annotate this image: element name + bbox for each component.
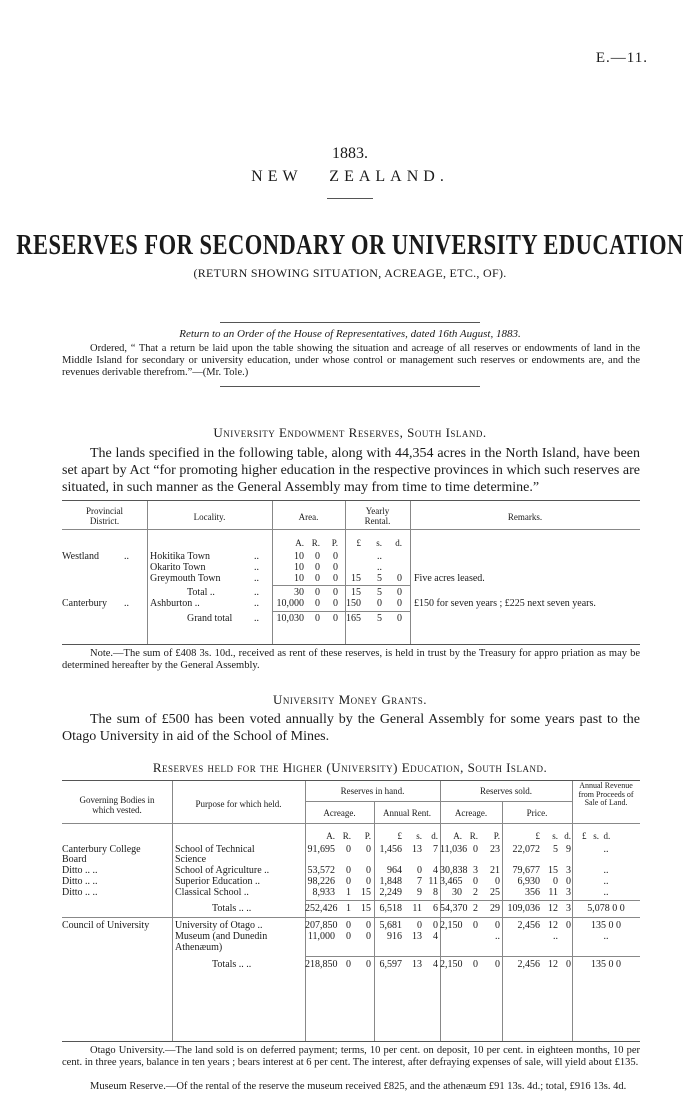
cell-l: 150: [346, 598, 361, 609]
year: 1883.: [332, 145, 368, 162]
cell-remarks: £150 for seven years ; £225 next seven years.: [414, 598, 596, 609]
cell-dots2: ..: [254, 613, 259, 624]
cell-pd: 0: [566, 959, 571, 970]
cell-rl: 964: [387, 865, 402, 876]
cell-a: 218,850: [305, 959, 338, 970]
cell-purpose: Superior Education ..: [175, 876, 260, 887]
cell-rd: 4: [433, 865, 438, 876]
cell-pd: 0: [566, 920, 571, 931]
cell-r: 0: [346, 920, 351, 931]
cell-p: 0: [366, 876, 371, 887]
cell-purpose: University of Otago ..: [175, 920, 263, 931]
cell-body: Canterbury College: [62, 844, 141, 855]
cell-r: 0: [346, 876, 351, 887]
cell-ann: 5,078 0 0: [587, 903, 625, 914]
cell-sr: 0: [473, 920, 478, 931]
cell-a: 10: [294, 562, 304, 573]
header-reserves-in-hand: Reserves in hand.: [340, 786, 405, 796]
cell-l: 15: [351, 587, 361, 598]
header-acreage-sold: Acreage.: [454, 808, 488, 818]
cell-pl: 79,677: [512, 865, 540, 876]
header-acreage: Acreage.: [323, 808, 356, 818]
cell-body: Ditto .. ..: [62, 887, 98, 898]
cell-sr: 0: [473, 959, 478, 970]
footnote-museum: Museum Reserve.—Of the rental of the reserve the museum received £825, and the athenæum £91 13s. 4d.; total, £916 13s. 4d.: [90, 1081, 627, 1092]
endowment-note: Note.—The sum of £408 3s. 10d., received as rent of these reserves, is held in trust by the Treasury for appro priation as may be determined hereafter by the General Assembly.: [62, 648, 640, 671]
cell-a: 98,226: [307, 876, 335, 887]
cell-r: 0: [315, 598, 320, 609]
cell-sa: 30: [452, 887, 462, 898]
cell-body: Council of University: [62, 920, 150, 931]
cell-dots1: ..: [124, 598, 129, 609]
document-subtitle: (RETURN SHOWING SITUATION, ACREAGE, ETC., OF).: [193, 266, 507, 280]
cell-p: 0: [366, 931, 371, 942]
cell-p: 0: [333, 587, 338, 598]
cell-p: 0: [366, 920, 371, 931]
cell-r: 0: [315, 587, 320, 598]
cell-rs: 13: [412, 931, 422, 942]
cell-s: 5: [377, 613, 382, 624]
cell-ps: 12: [548, 920, 558, 931]
header-annual-rent: Annual Rent.: [383, 808, 431, 818]
cell-r: 0: [315, 551, 320, 562]
return-line: Return to an Order of the House of Representatives, dated 16th August, 1883.: [179, 328, 521, 340]
header-locality: Locality.: [193, 512, 226, 522]
cell-dots2: ..: [254, 562, 259, 573]
cell-a: 207,850: [305, 920, 338, 931]
cell-sa: 2,150: [440, 959, 463, 970]
cell-rs: 11: [412, 903, 422, 914]
cell-s: 5: [377, 573, 382, 584]
cell-rd: 4: [433, 931, 438, 942]
cell-rs: 0: [417, 865, 422, 876]
cell-dots2: ..: [254, 573, 259, 584]
cell-r: 0: [315, 573, 320, 584]
cell-p: 0: [333, 562, 338, 573]
cell-rl: 6,518: [379, 903, 402, 914]
cell-locality: Total ..: [187, 587, 215, 598]
cell-d: 0: [397, 598, 402, 609]
header-area: Area.: [298, 512, 319, 522]
cell-rl: 6,597: [379, 959, 402, 970]
cell-p: 0: [333, 551, 338, 562]
cell-d: 0: [397, 573, 402, 584]
cell-s: 0: [377, 598, 382, 609]
cell-rd: 0: [433, 920, 438, 931]
cell-r: 0: [315, 613, 320, 624]
cell-p: 0: [366, 959, 371, 970]
cell-rl: 5,681: [379, 920, 402, 931]
cell-r: 0: [346, 931, 351, 942]
cell-locality: Grand total: [187, 613, 233, 624]
short-rule: [327, 198, 373, 199]
cell-rl: 916: [387, 931, 402, 942]
cell-ann: ..: [603, 876, 609, 887]
cell-pd: 3: [566, 887, 571, 898]
header-price: Price.: [526, 808, 548, 818]
cell-ps: 0: [553, 876, 558, 887]
cell-p: 0: [333, 598, 338, 609]
cell-purpose: School of Agriculture ..: [175, 865, 270, 876]
cell-a: 11,000: [307, 931, 335, 942]
header-remarks: Remarks.: [507, 512, 543, 522]
cell-sp: ..: [495, 931, 500, 942]
cell-a: 8,933: [312, 887, 335, 898]
cell-rs: 9: [417, 887, 422, 898]
cell-p: 15: [361, 903, 371, 914]
cell-pl: 22,072: [512, 844, 540, 855]
cell-remarks: Five acres leased.: [414, 573, 485, 584]
endowment-table: Provincial District. Locality. Area. Yearly Rental. Remarks. A. R. P. £ s. d. Westland .. Hokitika Town .. 10 0 0 .. Okarito Town .. 10 0 0 .. Greymouth Town .. 10 0 0 15 5 0 Five acres leased. Total .. .. 30 0 0 15 5 0 Canterbury .. Ashburton .. .. 10,000 0 0 150 0 0 £150 for seven years ; £225 next seven years. Grand total .. 10,030 0 0 165 5 0: [62, 500, 640, 645]
cell-a: 30: [294, 587, 304, 598]
cell-r: 1: [346, 903, 351, 914]
cell-rd: 4: [433, 959, 438, 970]
cell-sa: 2,150: [440, 920, 463, 931]
cell-dots1: ..: [124, 551, 129, 562]
cell-ps: 5: [553, 844, 558, 855]
cell-sp: 23: [490, 844, 500, 855]
cell-sp: 0: [495, 876, 500, 887]
ordered-paragraph: Ordered, “ That a return be laid upon the table showing the situation and acreage of all reserves or endowments of land in the Middle Island for secondary or university education, under whose control or management such reserves or endowments are, and the revenues derivable therefrom.”—(Mr. Tole.): [62, 343, 640, 378]
cell-pl: 6,930: [517, 876, 540, 887]
endowment-intro: The lands specified in the following table, along with 44,354 acres in the North Island, have been set apart by Act “for promoting higher education in the respective provinces in which such reserves are situated, in such manner as the General Assembly may from time to time determine.”: [62, 446, 640, 495]
cell-body: Ditto .. ..: [62, 865, 98, 876]
cell-dots2: ..: [254, 598, 259, 609]
cell-pl: 2,456: [517, 920, 540, 931]
footnote-otago: Otago University.—The land sold is on deferred payment; terms, 10 per cent. on deposit, 10 per cent. in eighteen months, 10 per cent. in three years, balance in ten years ; bears interest at 6 per cent. The interest, after defraying expenses of sale, will yield about £135.: [62, 1045, 640, 1068]
cell-a: 252,426: [305, 903, 338, 914]
cell-body: Board: [62, 854, 87, 865]
cell-locality: Hokitika Town: [150, 551, 210, 562]
cell-a: 91,695: [307, 844, 335, 855]
cell-dots2: ..: [254, 587, 259, 598]
cell-p: 0: [366, 865, 371, 876]
header-governing-bodies: Governing Bodies in which vested.: [79, 795, 155, 815]
document-title: RESERVES FOR SECONDARY OR UNIVERSITY EDUCATION: [16, 228, 684, 260]
cell-sr: 3: [473, 865, 478, 876]
cell-a: 10,000: [276, 598, 304, 609]
cell-sr: 0: [473, 844, 478, 855]
cell-sp: 21: [490, 865, 500, 876]
cell-rs: 13: [412, 959, 422, 970]
divider-rule: [220, 386, 480, 387]
header-yearly-rental: Yearly Rental.: [364, 506, 391, 526]
country: NEW ZEALAND.: [251, 168, 449, 185]
cell-pl: 2,456: [517, 959, 540, 970]
cell-d: 0: [397, 613, 402, 624]
section-heading-grants: University Money Grants.: [272, 692, 428, 707]
cell-sr: 2: [473, 887, 478, 898]
cell-locality: Ashburton ..: [150, 598, 200, 609]
cell-rs: 0: [417, 920, 422, 931]
cell-sa: 3,465: [440, 876, 463, 887]
cell-purpose: Museum (and Dunedin: [175, 931, 268, 942]
cell-ann: ..: [603, 931, 609, 942]
cell-l: 165: [346, 613, 361, 624]
page-reference: E.—11.: [595, 50, 648, 66]
cell-rs: 13: [412, 844, 422, 855]
cell-pd: 3: [566, 865, 571, 876]
cell-s: 5: [377, 587, 382, 598]
cell-rl: 1,848: [379, 876, 402, 887]
cell-pl: 109,036: [507, 903, 540, 914]
cell-locality: Okarito Town: [150, 562, 206, 573]
cell-s: ..: [377, 562, 382, 573]
higher-education-table: Governing Bodies in which vested. Purpose for which held. Reserves in hand. Reserves sold. Acreage. Annual Rent. Acreage. Price. Annual Revenue from Proceeds of Sale of Land. A. R. P. £ s. d. A. R. P. £ s. d. £ s. d. Canterbury College School of Technical 91,695 0 0 1,456 13 7 11,036 0 23 22,072 5 9 .. Board Science Ditto .. .. School of Agriculture .. 53,572 0 0 964 0 4 30,838 3 21 79,677 15 3 .. Ditto .. .. Superior Education .. 98,226 0 0 1,848 7 11 3,465 0 0 6,930 0 0 .. Ditto .. .. Classical School .. 8,933 1 15 2,249 9 8 30 2 25 356 11 3 .. Totals .. .. 252,426 1 15 6,518 11 6 54,370 2 29 109,036 12 3 5,078 0 0 Council of University University of Otago .. 207,850 0 0 5,681 0 0 2,150 0 0 2,456 12 0 135 0 0 Museum (and Dunedin 11,000 0 0 916 13 4 .. .. .. Athenæum) Totals .. .. 218,850 0 0 6,597 13 4 2,150 0 0 2,456 12 0 135 0 0: [62, 780, 640, 1042]
cell-district: Westland: [62, 551, 99, 562]
cell-r: 0: [346, 865, 351, 876]
cell-p: 0: [333, 573, 338, 584]
header-purpose: Purpose for which held.: [195, 799, 282, 809]
cell-r: 1: [346, 887, 351, 898]
cell-rd: 7: [433, 844, 438, 855]
cell-pd: 0: [566, 876, 571, 887]
cell-sr: 0: [473, 876, 478, 887]
cell-rs: 7: [417, 876, 422, 887]
cell-r: 0: [346, 959, 351, 970]
cell-pl: 356: [525, 887, 540, 898]
cell-sa: 30,838: [440, 865, 468, 876]
header-reserves-sold: Reserves sold.: [480, 786, 532, 796]
cell-s: ..: [377, 551, 382, 562]
cell-purpose: Totals .. ..: [212, 903, 252, 914]
cell-r: 0: [346, 844, 351, 855]
cell-ps: 11: [548, 887, 558, 898]
cell-p: 0: [333, 613, 338, 624]
divider-rule: [220, 322, 480, 323]
cell-ann: ..: [603, 844, 609, 855]
section-heading-endowment: University Endowment Reserves, South Island.: [213, 425, 487, 440]
cell-sp: 0: [495, 920, 500, 931]
cell-purpose: Athenæum): [175, 942, 223, 953]
cell-locality: Greymouth Town: [150, 573, 221, 584]
cell-ann: 135 0 0: [591, 920, 621, 931]
cell-purpose: Classical School ..: [175, 887, 249, 898]
cell-body: Ditto .. ..: [62, 876, 98, 887]
cell-dots2: ..: [254, 551, 259, 562]
cell-sr: 2: [473, 903, 478, 914]
cell-sp: 29: [490, 903, 500, 914]
cell-purpose: School of Technical: [175, 844, 255, 855]
cell-district: Canterbury: [62, 598, 107, 609]
header-provincial-district: Provincial District.: [86, 506, 123, 526]
section-heading-higher-education: Reserves held for the Higher (University) Education, South Island.: [152, 760, 548, 775]
cell-pd: 9: [566, 844, 571, 855]
cell-r: 0: [315, 562, 320, 573]
cell-purpose: Science: [175, 854, 207, 865]
cell-sa: 11,036: [440, 844, 468, 855]
cell-l: 15: [351, 573, 361, 584]
grants-text: The sum of £500 has been voted annually by the General Assembly for some years past to the Otago University in aid of the School of Mines.: [62, 712, 640, 744]
cell-ann: ..: [603, 887, 609, 898]
cell-ps: ..: [553, 931, 558, 942]
cell-p: 15: [361, 887, 371, 898]
cell-a: 10: [294, 573, 304, 584]
cell-ann: 135 0 0: [591, 959, 621, 970]
cell-sp: 25: [490, 887, 500, 898]
cell-ps: 12: [548, 903, 558, 914]
cell-purpose: Totals .. ..: [212, 959, 252, 970]
cell-rl: 2,249: [379, 887, 402, 898]
cell-rl: 1,456: [379, 844, 402, 855]
cell-rd: 8: [433, 887, 438, 898]
cell-sa: 54,370: [440, 903, 468, 914]
cell-a: 10,030: [276, 613, 304, 624]
cell-rd: 11: [428, 876, 438, 887]
cell-a: 10: [294, 551, 304, 562]
header-annual-revenue: Annual Revenue from Proceeds of Sale of Land.: [578, 781, 634, 807]
cell-p: 0: [366, 844, 371, 855]
cell-a: 53,572: [307, 865, 335, 876]
cell-pd: 3: [566, 903, 571, 914]
cell-ps: 12: [548, 959, 558, 970]
cell-sp: 0: [495, 959, 500, 970]
cell-ann: ..: [603, 865, 609, 876]
cell-rd: 6: [433, 903, 438, 914]
cell-ps: 15: [548, 865, 558, 876]
cell-d: 0: [397, 587, 402, 598]
